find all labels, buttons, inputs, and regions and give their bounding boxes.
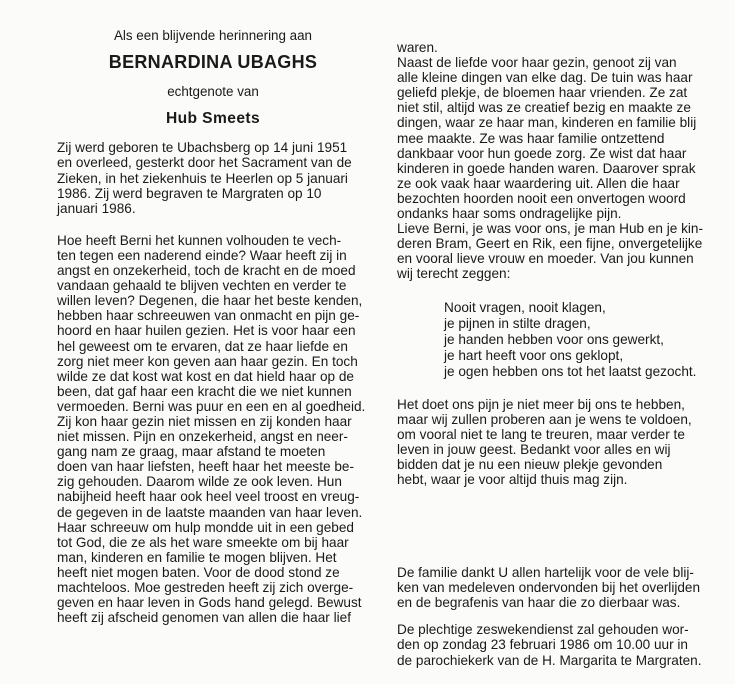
text-line: ken van medeleven ondervonden bij het overlijden: [397, 580, 701, 596]
spouse-name: Hub Smeets: [165, 110, 261, 128]
text-line: den op zondag 23 februari 1986 om 10.00 uur in: [397, 637, 688, 653]
text-line: alle kleine dingen van elke dag. De tuin was haar: [397, 70, 693, 86]
service-paragraph: [397, 622, 715, 667]
poem-line: je ogen hebben ons tot het laatst gezocht.: [444, 363, 697, 379]
text-line: De plechtige zeswekendienst zal gehouden wor-: [397, 622, 689, 638]
text-line: gang nam ze graag, maar afstand te moeten: [57, 444, 326, 460]
text-line: doen van haar liefsten, heeft haar het meeste be-: [57, 459, 354, 475]
text-line: januari 1986.: [57, 200, 136, 216]
text-line: been, dat gaf haar een kracht die we niet kunnen: [57, 383, 352, 399]
text-line: ondanks haar soms ondragelijke pijn.: [397, 206, 622, 222]
text-line: waren.: [397, 40, 438, 55]
text-line: wilde ze dat kost wat kost en dat hield haar op de: [57, 368, 354, 384]
text-line: bezochten hoorden nooit een onvertogen woord: [397, 190, 686, 206]
text-line: Zij werd geboren te Ubachsberg op 14 juni 1951: [57, 140, 348, 156]
text-line: bidden dat je nu een nieuw plekje gevonden: [397, 456, 663, 472]
intro-text: Als een blijvende herinnering aan: [113, 28, 313, 43]
text-line: 1986. Zij werd begraven te Margraten op 10: [57, 185, 322, 201]
poem-line: je pijnen in stilte dragen,: [444, 315, 591, 331]
biography-paragraph: [57, 140, 369, 215]
left-column: [57, 24, 369, 625]
text-line: en de begrafenis van haar die zo dierbaar was.: [397, 595, 681, 611]
text-line: heeft zij afscheid genomen van allen die haar lief: [57, 610, 351, 626]
tribute-continued-paragraph: [397, 40, 715, 282]
text-line: kinderen in goede handen waren. Daarover sprak: [397, 160, 696, 176]
text-line: geliefd plekje, de bloemen haar vrienden. Ze zat: [397, 85, 688, 101]
farewell-paragraph: [397, 397, 715, 488]
text-line: maar wij zullen proberen aan je wens te voldoen,: [397, 411, 692, 427]
poem-line: Nooit vragen, nooit klagen,: [444, 299, 606, 315]
text-line: hebt, waar je voor altijd thuis mag zijn.: [397, 471, 628, 487]
deceased-name: BERNARDINA UBAGHS: [108, 52, 318, 73]
text-line: de gegeven in de laatste maanden van haar leven.: [57, 504, 363, 520]
text-line: om vooral niet te lang te treuren, maar verder te: [397, 426, 685, 442]
text-line: en vooral lieve vrouw en moeder. Van jou kunnen: [397, 251, 694, 267]
text-line: man, kinderen en familie te mogen blijven. Het: [57, 549, 337, 565]
text-line: wij terecht zeggen:: [397, 266, 511, 282]
poem-line: je hart heeft voor ons geklopt,: [444, 347, 624, 363]
tribute-paragraph: [57, 233, 369, 625]
text-line: niet stil, altijd was ze creatief bezig en maakte ze: [397, 100, 691, 116]
text-line: zig gehouden. Daarom wilde ze ook leven. Hun: [57, 474, 342, 490]
text-line: tot God, die ze als het ware smeekte om bij haar: [57, 534, 349, 550]
text-line: dingen, waar ze haar man, kinderen en familie blij: [397, 115, 697, 131]
text-line: hel geweest om te ervaren, dat ze haar liefde en: [57, 338, 348, 354]
text-line: Lieve Berni, je was voor ons, je man Hub en je kin-: [397, 221, 704, 237]
text-line: dankbaar voor hun goede zorg. Ze wist dat haar: [397, 145, 687, 161]
text-line: Haar schreeuw om hulp mondde uit in een gebed: [57, 519, 354, 535]
text-line: vermoeden. Berni was puur en een en al goedheid.: [57, 398, 366, 414]
text-line: Naast de liefde voor haar gezin, genoot zij van: [397, 55, 677, 71]
text-line: mee maakte. Ze was haar familie ontzettend: [397, 130, 665, 146]
text-line: hoord en haar huilen gezien. Het is voor haar een: [57, 323, 356, 339]
text-line: Het doet ons pijn je niet meer bij ons te hebben,: [397, 396, 685, 412]
text-line: ten tegen een naderend einde? Waar heeft zij in: [57, 247, 347, 263]
text-line: ze ook vaak haar waardering uit. Allen die haar: [397, 175, 680, 191]
poem: [444, 300, 715, 380]
text-line: leven in jouw geest. Bedankt voor alles en wij: [397, 441, 671, 457]
spouse-intro: echtgenote van: [167, 84, 259, 100]
thanks-paragraph: [397, 565, 715, 610]
poem-line: je handen hebben voor ons gewerkt,: [444, 331, 664, 347]
text-line: heeft niet mogen baten. Voor de dood stond ze: [57, 564, 340, 580]
text-line: nabijheid heeft haar ook heel veel troost en vreug-: [57, 489, 360, 505]
text-line: willen leven? Degenen, die haar het beste kenden,: [57, 293, 363, 309]
text-line: en overleed, gesterkt door het Sacrament van de: [57, 155, 352, 171]
text-line: zorg niet meer kon geven aan haar gezin. En toch: [57, 353, 358, 369]
text-line: Zij kon haar gezin niet missen en zij konden haar: [57, 413, 352, 429]
text-line: vandaan gehaald te blijven vechten en verder te: [57, 278, 347, 294]
text-line: Zieken, in het ziekenhuis te Heerlen op 5 januari: [57, 170, 348, 186]
text-line: De familie dankt U allen hartelijk voor de vele blij-: [397, 565, 694, 581]
text-line: de parochiekerk van de H. Margarita te Margraten.: [397, 652, 702, 668]
text-line: angst en onzekerheid, toch de kracht en de moed: [57, 263, 356, 279]
text-line: geven en haar leven in Gods hand gelegd. Bewust: [57, 595, 362, 611]
text-line: deren Bram, Geert en Rik, een fijne, onvergetelijke: [397, 236, 703, 252]
text-line: Hoe heeft Berni het kunnen volhouden te vech-: [57, 232, 342, 248]
text-line: hebben haar schreeuwen van onmacht en pijn ge-: [57, 308, 360, 324]
text-line: niet missen. Pijn en onzekerheid, angst en neer-: [57, 429, 348, 445]
text-line: machteloos. Moe gestreden heeft zij zich overge-: [57, 580, 354, 595]
right-column: [397, 40, 715, 668]
